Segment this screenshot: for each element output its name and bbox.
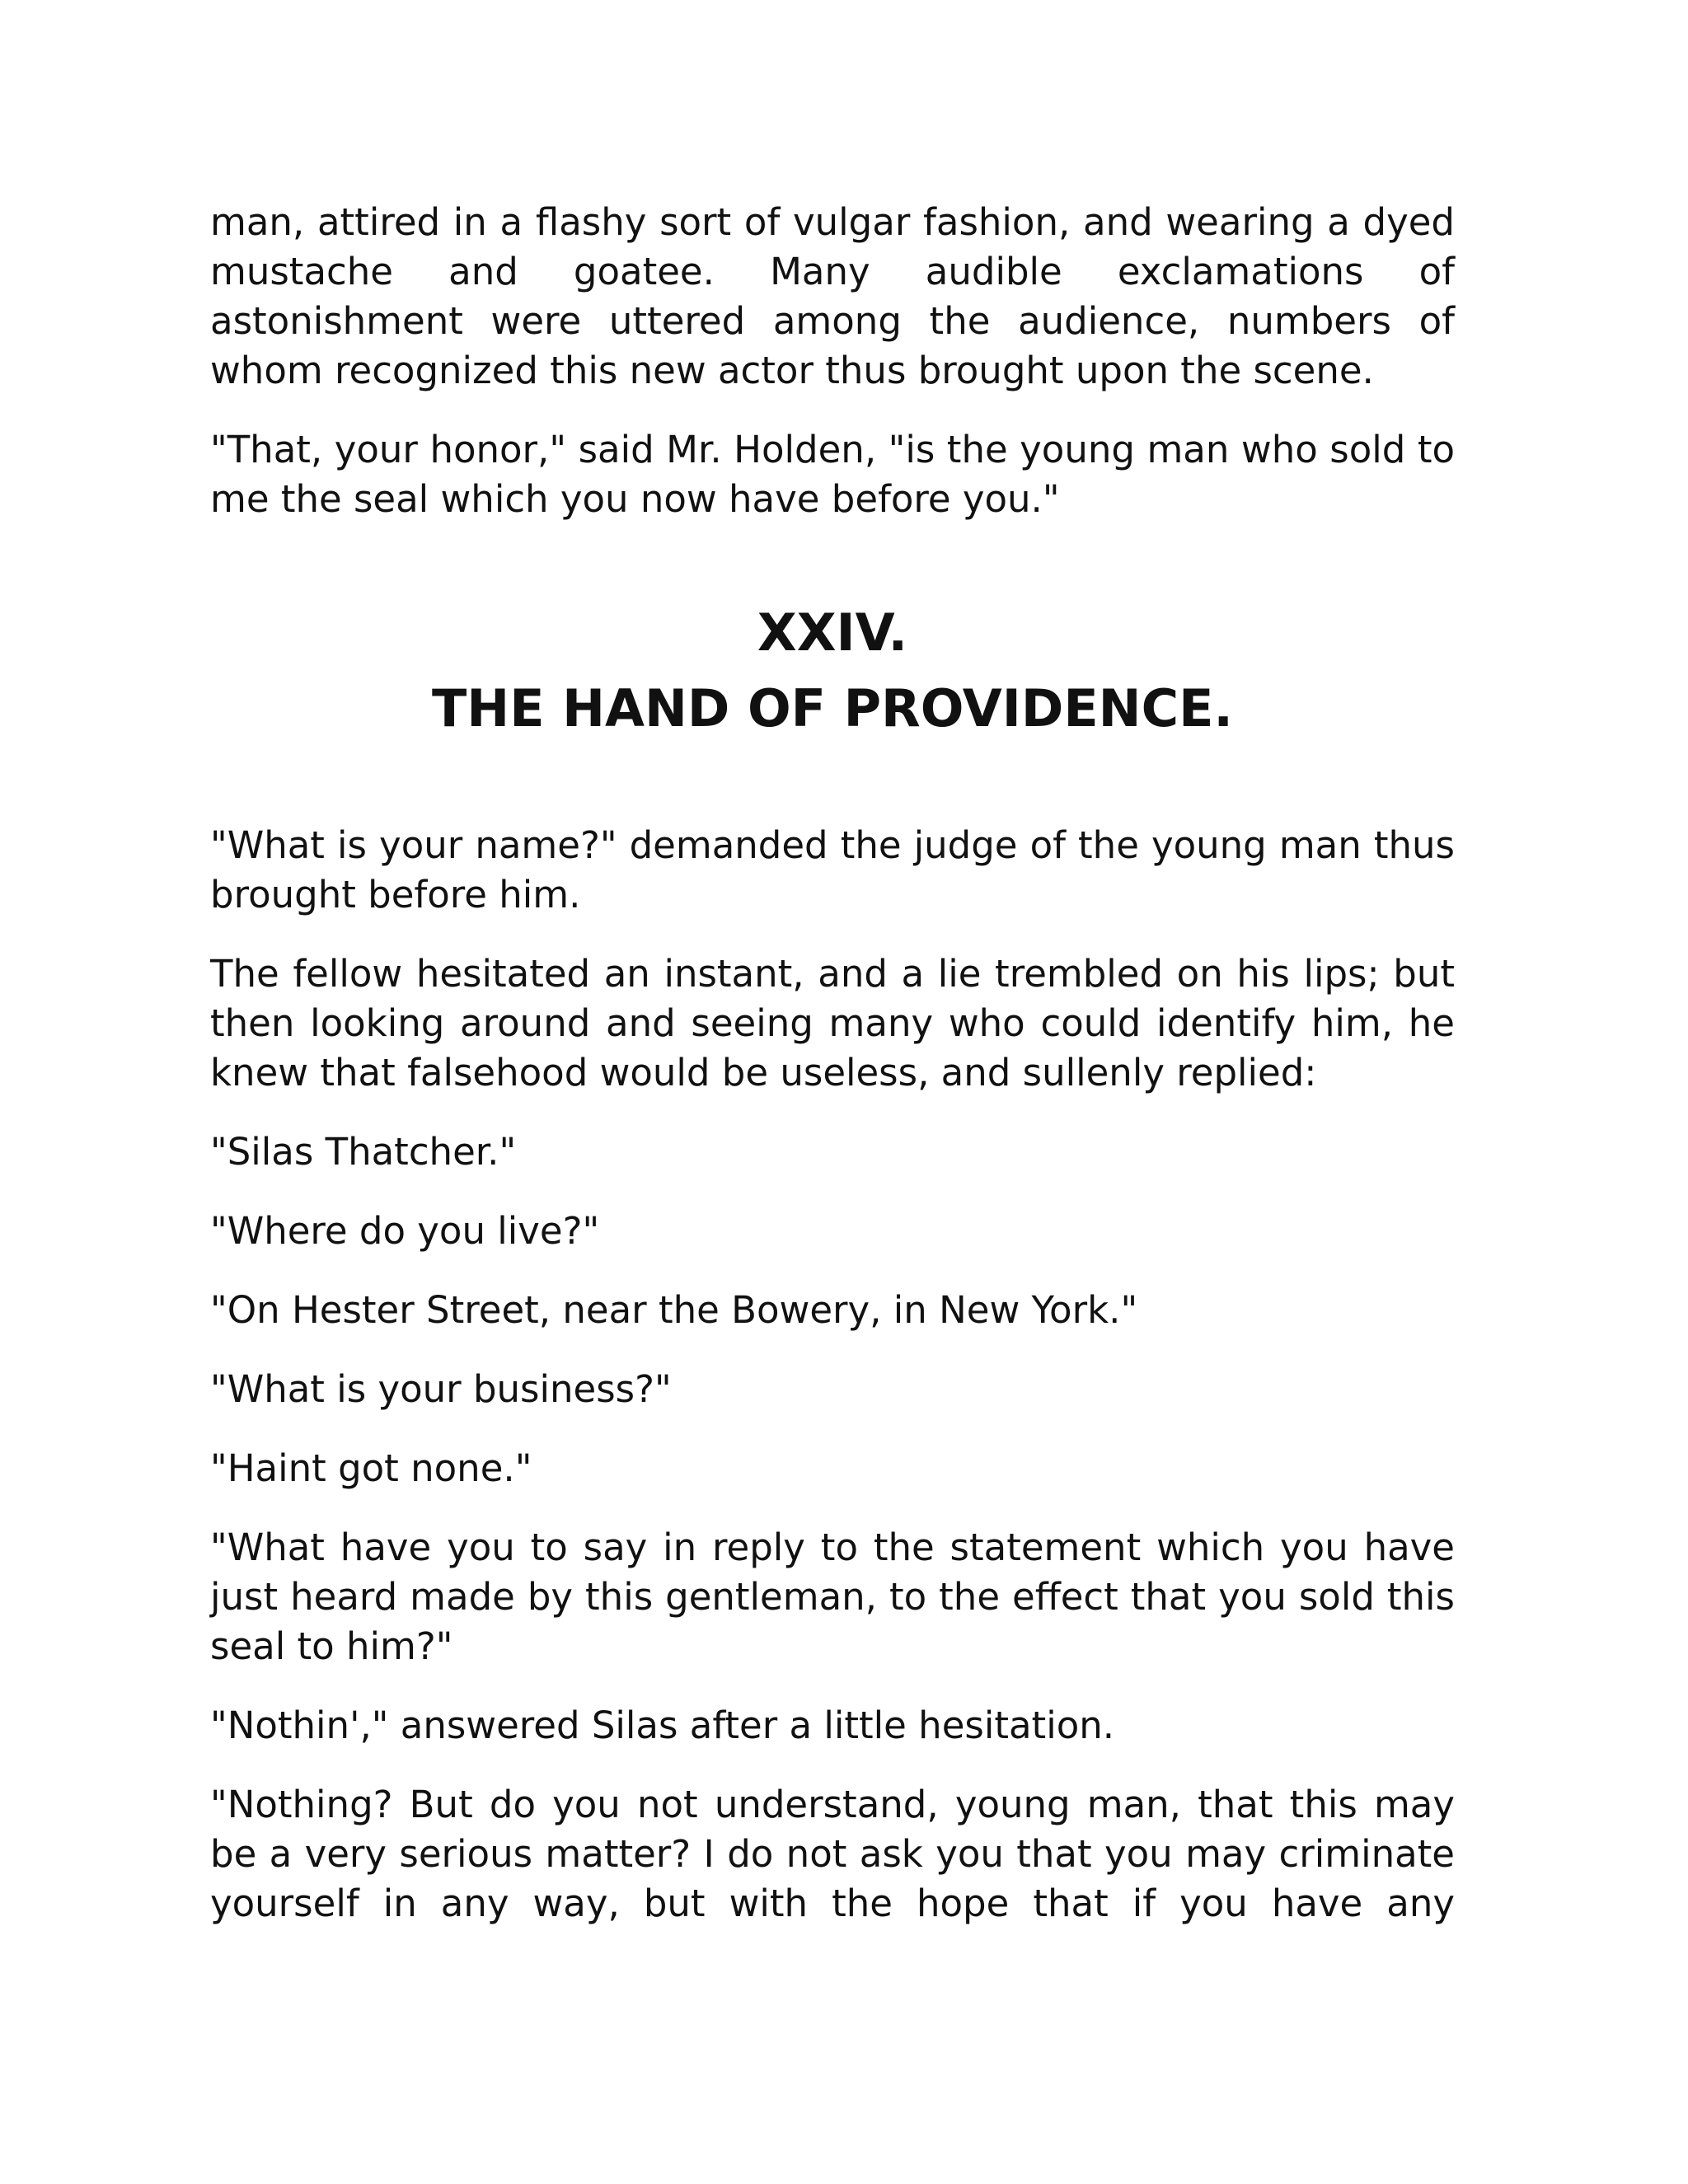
paragraph-nothing-question: "Nothing? But do you not understand, young man, that this may be a very serious matter? I do not ask you that you may criminate yourself in any way, but with the hope that if you have any [210, 1783, 1455, 1925]
book-page [210, 198, 1455, 1929]
paragraph-judge-question: "What is your name?" demanded the judge of the young man thus brought before him. [210, 823, 1455, 916]
paragraph-nothin-reply: "Nothin'," answered Silas after a little hesitation. [210, 1704, 1115, 1747]
paragraph-statement-question: "What have you to say in reply to the statement which you have just heard made by this gentleman, to the effect that you sold this seal to him?" [210, 1526, 1455, 1668]
paragraph-business-reply: "Haint got none." [210, 1446, 532, 1490]
paragraph-name-reply: "Silas Thatcher." [210, 1130, 517, 1174]
paragraph-holden-statement: "That, your honor," said Mr. Holden, "is the young man who sold to me the seal which you now have before you." [210, 428, 1455, 521]
paragraph-continued: man, attired in a flashy sort of vulgar fashion, and wearing a dyed mustache and goatee. Many audible exclamations of astonishment were uttered among the audience, numbers of whom recognized this new actor thus brought upon the scene. [210, 200, 1455, 392]
paragraph-address-reply: "On Hester Street, near the Bowery, in New York." [210, 1288, 1138, 1332]
paragraph-fellow-hesitated: The fellow hesitated an instant, and a lie trembled on his lips; but then looking around and seeing many who could identify him, he knew that falsehood would be useless, and sullenly replied: [210, 952, 1455, 1094]
paragraph-business-question: "What is your business?" [210, 1367, 672, 1411]
paragraph-where-question: "Where do you live?" [210, 1209, 600, 1253]
chapter-number: XXIV. [757, 602, 908, 663]
chapter-title: THE HAND OF PROVIDENCE. [432, 678, 1233, 738]
